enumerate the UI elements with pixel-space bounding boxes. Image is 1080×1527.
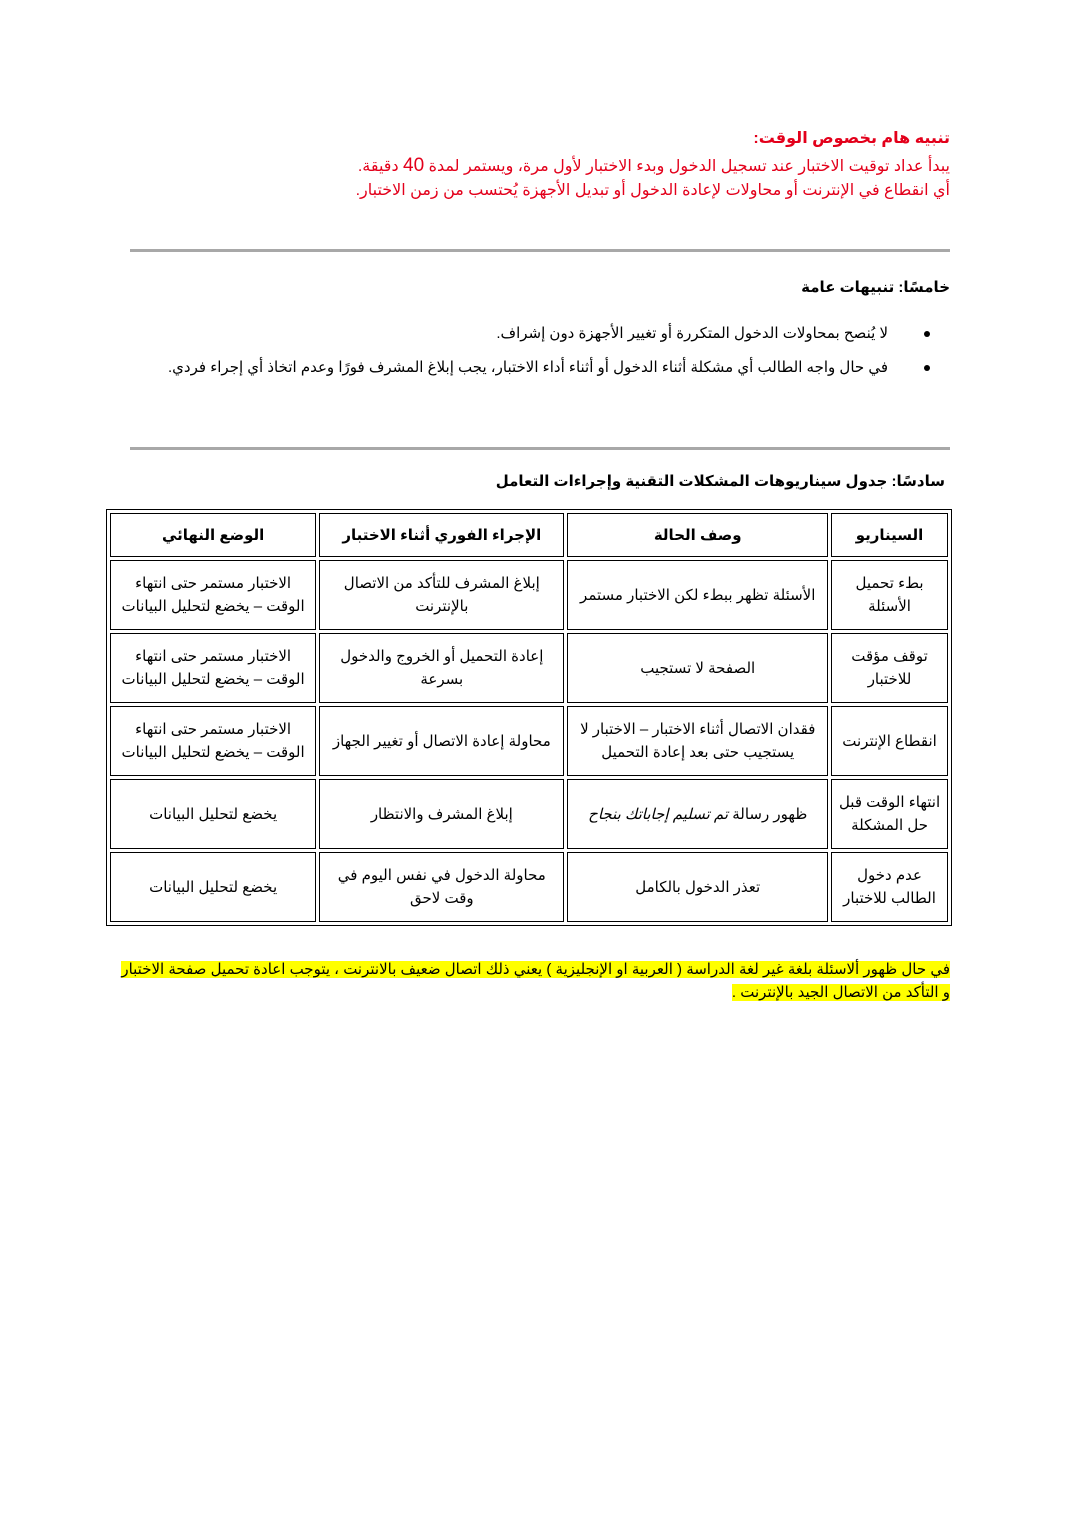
cell-final-status: يخضع لتحليل البيانات [110, 852, 316, 922]
cell-final-status: الاختبار مستمر حتى انتهاء الوقت – يخضع لتحليل البيانات [110, 560, 316, 630]
table-row [110, 779, 948, 849]
cell-scenario: عدم دخول الطالب للاختبار [831, 852, 948, 922]
cell-final-status: الاختبار مستمر حتى انتهاء الوقت – يخضع لتحليل البيانات [110, 706, 316, 776]
divider-2 [130, 447, 950, 450]
cell-scenario: توقف مؤقت للاختبار [831, 633, 948, 703]
section-six-title: سادسًا: جدول سيناريوهات المشكلات التقنية وإجراءات التعامل [495, 473, 945, 490]
language-warning-text: في حال ظهور ألاسئلة بلغة غير لغة الدراسة ( العربية او الإنجليزية ) يعني ذلك اتصال ضعيف بالانترنت ، يتوجب اعادة تحميل صفحة الاختبار و التأكد من الاتصال الجيد بالإنترنت . [121, 961, 950, 1001]
cell-final-status: الاختبار مستمر حتى انتهاء الوقت – يخضع لتحليل البيانات [110, 633, 316, 703]
header-scenario: السيناريو [831, 513, 948, 557]
cell-scenario: انتهاء الوقت قبل حل المشكلة [831, 779, 948, 849]
bullet-icon [924, 365, 930, 371]
cell-description: الأسئلة تظهر ببطء لكن الاختبار مستمر [567, 560, 828, 630]
list-item-text: لا يُنصح بمحاولات الدخول المتكررة أو تغيير الأجهزة دون إشراف. [496, 325, 888, 342]
section-five-title: خامسًا: تنبيهات عامة [801, 279, 950, 296]
cell-description [567, 779, 828, 849]
table-row [110, 633, 948, 703]
list-item [160, 354, 930, 382]
table-row [110, 852, 948, 922]
list-item-text: في حال واجه الطالب أي مشكلة أثناء الدخول أو أثناء أداء الاختبار، يجب إبلاغ المشرف فورًا وعدم اتخاذ أي إجراء فردي. [168, 359, 888, 376]
time-notice-title: تنبيه هام بخصوص الوقت: [753, 130, 950, 147]
time-notice-line-2: أي انقطاع في الإنترنت أو محاولات لإعادة الدخول أو تبديل الأجهزة يُحتسب من زمن الاختبار. [355, 182, 950, 199]
cell-scenario: بطء تحميل الأسئلة [831, 560, 948, 630]
header-action: الإجراء الفوري أثناء الاختبار [319, 513, 564, 557]
cell-description: تعذر الدخول بالكامل [567, 852, 828, 922]
header-final-status: الوضع النهائي [110, 513, 316, 557]
time-notice-line-1-start: يبدأ عداد توقيت الاختبار عند تسجيل الدخول وبدء الاختبار لأول مرة، ويستمر لمدة [428, 158, 950, 175]
time-notice-duration: 40 [403, 155, 425, 176]
cell-action: إبلاغ المشرف والانتظار [319, 779, 564, 849]
header-description: وصف الحالة [567, 513, 828, 557]
cell-description-prefix: ظهور رسالة [732, 805, 808, 823]
time-notice-line-1 [120, 154, 950, 179]
cell-description: الصفحة لا تستجيب [567, 633, 828, 703]
cell-description: فقدان الاتصال أثناء الاختبار – الاختبار لا يستجيب حتى بعد إعادة التحميل [567, 706, 828, 776]
table-row [110, 706, 948, 776]
cell-action: محاولة إعادة الاتصال أو تغيير الجهاز [319, 706, 564, 776]
cell-final-status: يخضع لتحليل البيانات [110, 779, 316, 849]
time-notice [120, 128, 950, 203]
table-header-row [110, 513, 948, 557]
cell-scenario: انقطاع الإنترنت [831, 706, 948, 776]
table-row [110, 560, 948, 630]
cell-action: إعادة التحميل أو الخروج والدخول بسرعة [319, 633, 564, 703]
time-notice-line-1-end: دقيقة. [357, 158, 399, 175]
bullet-icon [924, 331, 930, 337]
cell-action: محاولة الدخول في نفس اليوم في وقت لاحق [319, 852, 564, 922]
list-item [160, 320, 930, 348]
scenarios-table [106, 509, 952, 926]
language-warning-note [120, 958, 950, 1004]
cell-description-message: تم تسليم إجاباتك بنجاح [588, 805, 729, 823]
cell-action: إبلاغ المشرف للتأكد من الاتصال بالإنترنت [319, 560, 564, 630]
general-notes-list [160, 320, 930, 388]
divider-1 [130, 249, 950, 252]
